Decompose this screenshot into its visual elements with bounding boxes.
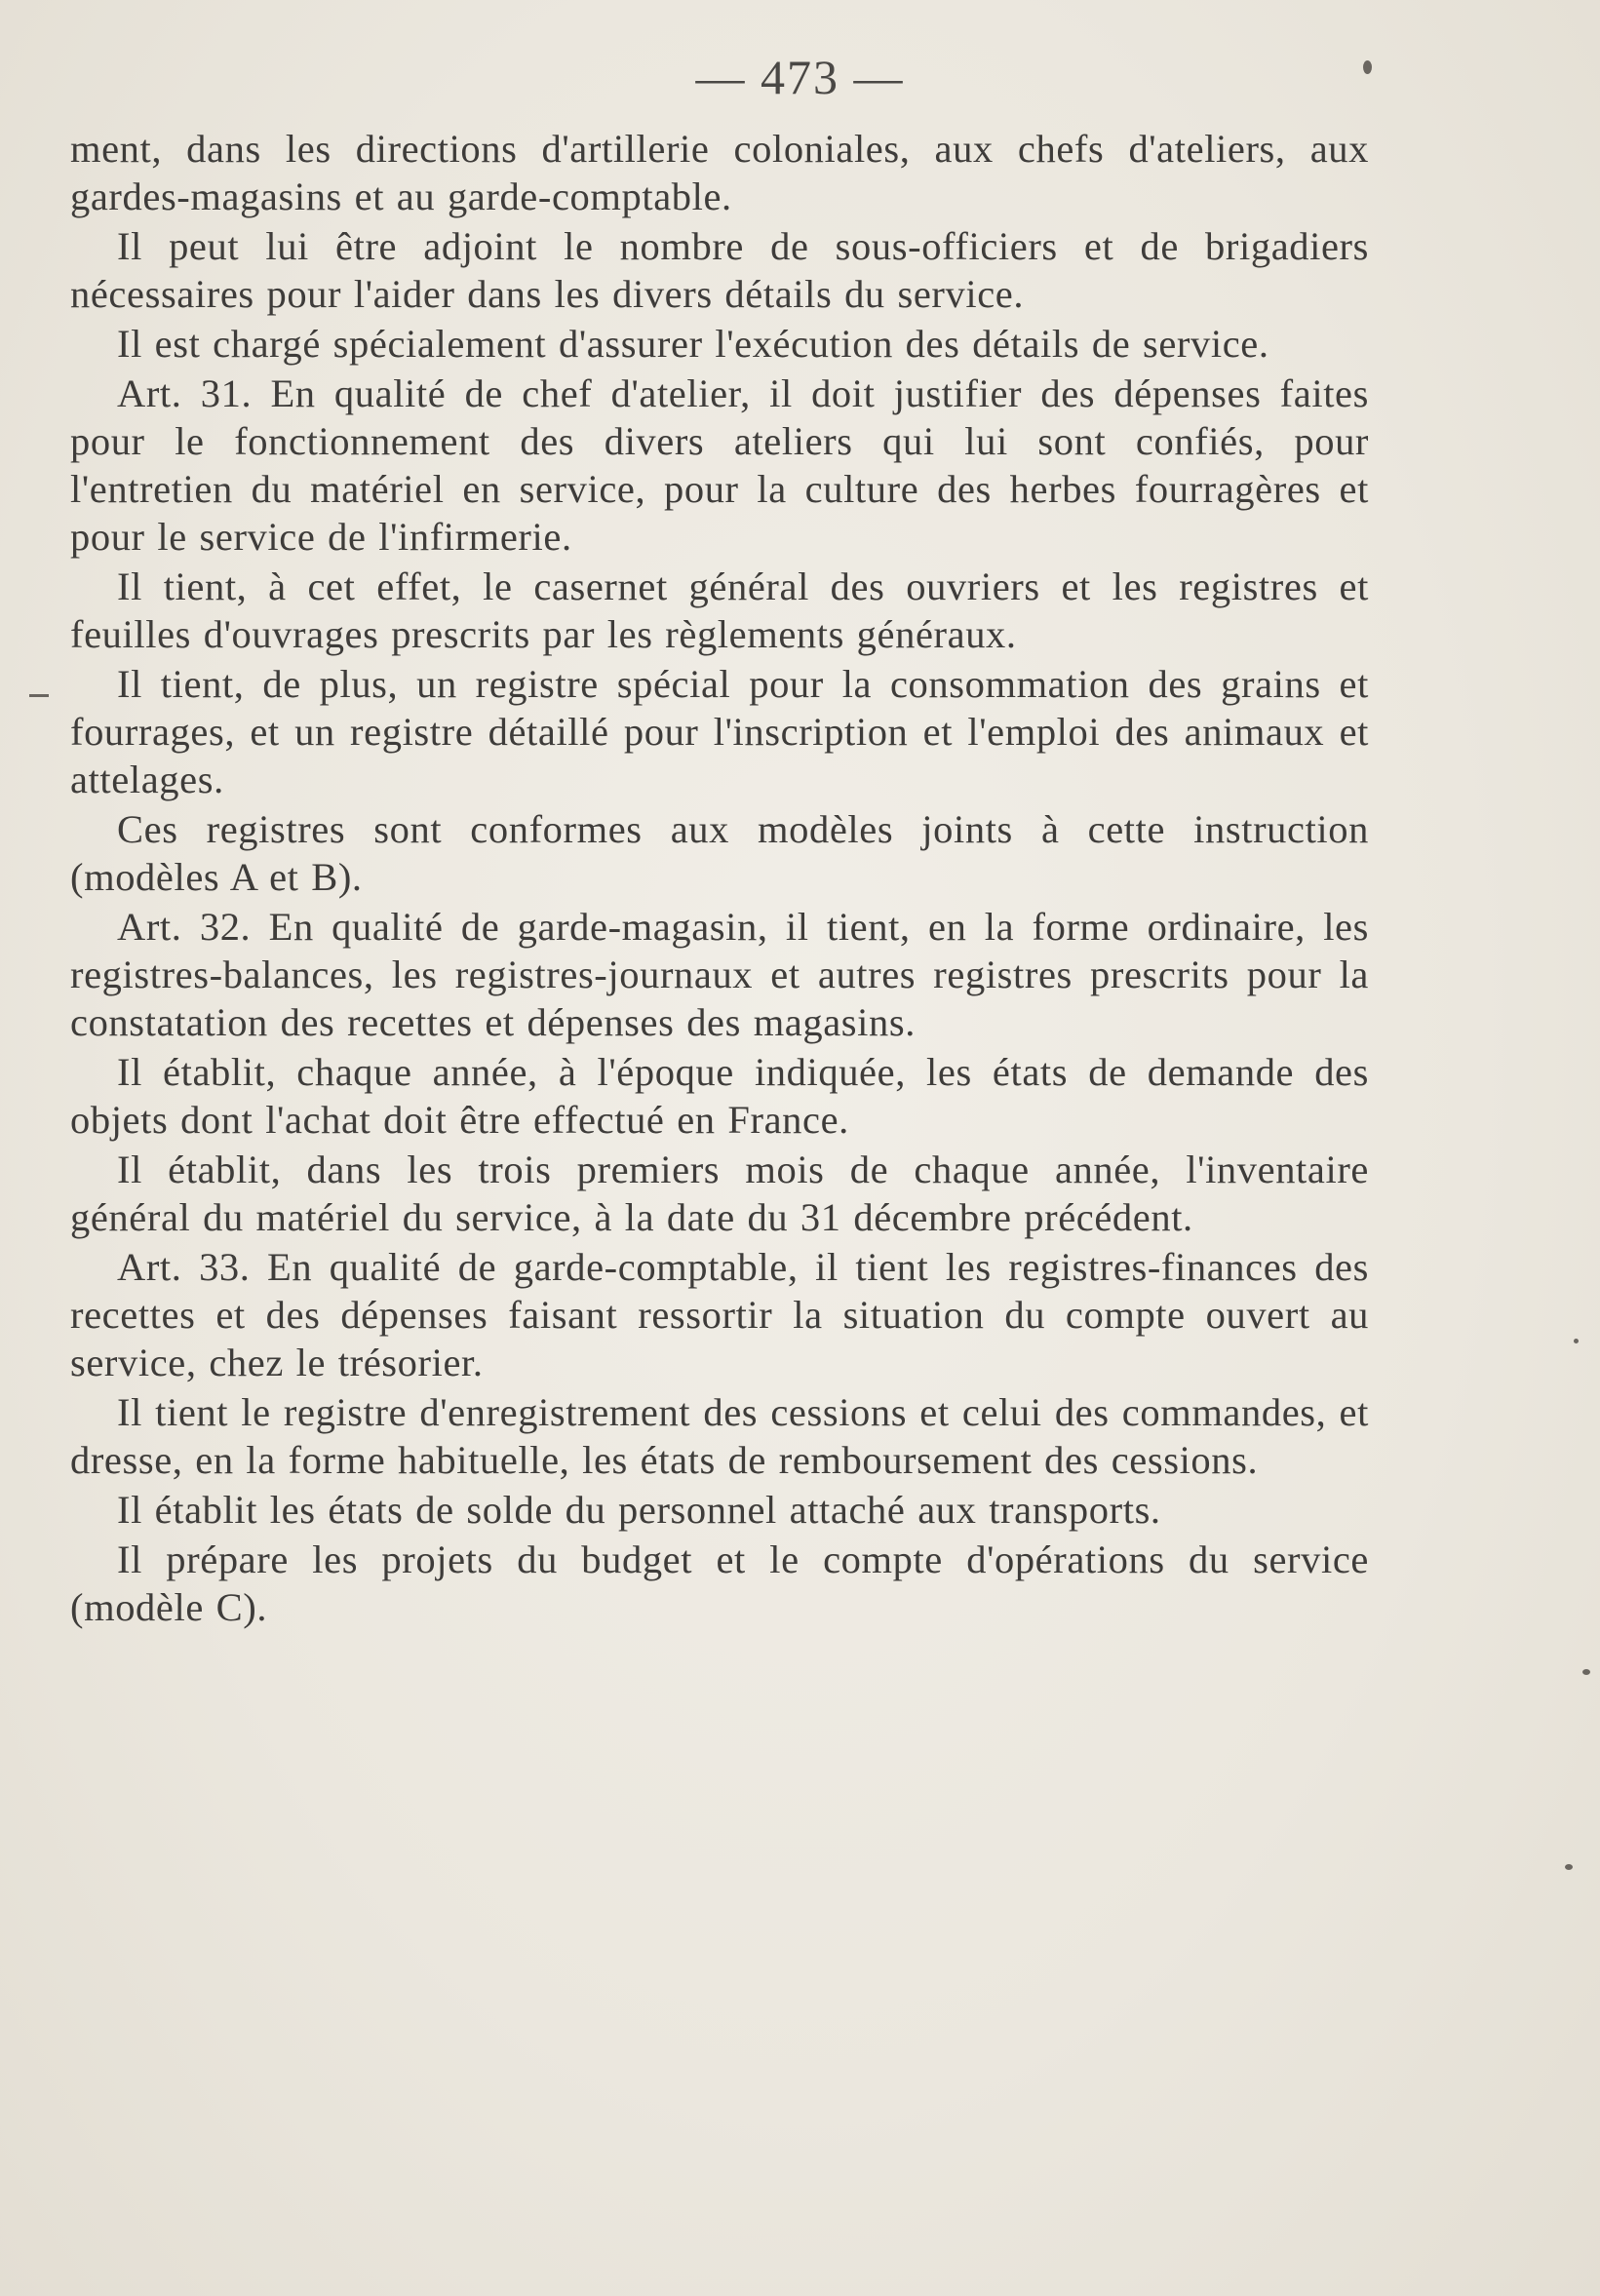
paragraph-art-31: Art. 31. En qualité de chef d'atelier, il doit justifier des dépenses faites pour le fonctionnement des divers ateliers qui lui sont confiés, pour l'entretien du matériel en service, pour la culture des herbes fourragères et pour le service de l'infirmerie. xyxy=(70,371,1369,559)
ink-speck xyxy=(1565,1864,1573,1870)
paragraph: Il tient, de plus, un registre spécial pour la consommation des grains et fourrages, et un registre détaillé pour l'inscription et l'emploi des animaux et attelages. xyxy=(70,662,1369,801)
ink-speck xyxy=(1363,60,1372,74)
page-number: — 473 — xyxy=(695,50,905,104)
paragraph-art-33: Art. 33. En qualité de garde-comptable, il tient les registres-finances des recettes et des dépenses faisant ressortir la situation du compte ouvert au service, chez le trésorier. xyxy=(70,1245,1369,1384)
paragraph: Il tient le registre d'enregistrement des cessions et celui des commandes, et dresse, en la forme habituelle, les états de remboursement des cessions. xyxy=(70,1390,1369,1482)
paragraph: Il prépare les projets du budget et le compte d'opérations du service (modèle C). xyxy=(70,1537,1369,1629)
paragraph: Il tient, à cet effet, le casernet général des ouvriers et les registres et feuilles d'ouvrages prescrits par les règlements généraux. xyxy=(70,564,1369,656)
ink-speck xyxy=(1574,1339,1579,1343)
paragraph-art-32: Art. 32. En qualité de garde-magasin, il tient, en la forme ordinaire, les registres-balances, les registres-journaux et autres registres prescrits pour la constatation des recettes et dépenses des magasins. xyxy=(70,905,1369,1044)
paragraph: Ces registres sont conformes aux modèles joints à cette instruction (modèles A et B). xyxy=(70,807,1369,899)
paragraph: Il établit, dans les trois premiers mois de chaque année, l'inventaire général du matériel du service, à la date du 31 décembre précédent. xyxy=(70,1148,1369,1239)
paragraph: Il établit les états de solde du personnel attaché aux transports. xyxy=(117,1488,1161,1532)
ink-speck xyxy=(1582,1669,1590,1675)
body-text xyxy=(70,125,1369,1633)
paragraph-continuation: ment, dans les directions d'artillerie coloniales, aux chefs d'ateliers, aux gardes-magasins et au garde-comptable. xyxy=(70,127,1369,218)
margin-mark xyxy=(29,694,49,697)
paragraph: Il établit, chaque année, à l'époque indiquée, les états de demande des objets dont l'achat doit être effectué en France. xyxy=(70,1050,1369,1142)
paragraph: Il est chargé spécialement d'assurer l'exécution des détails de service. xyxy=(117,322,1269,366)
paragraph: Il peut lui être adjoint le nombre de sous-officiers et de brigadiers nécessaires pour l'aider dans les divers détails du service. xyxy=(70,224,1369,316)
